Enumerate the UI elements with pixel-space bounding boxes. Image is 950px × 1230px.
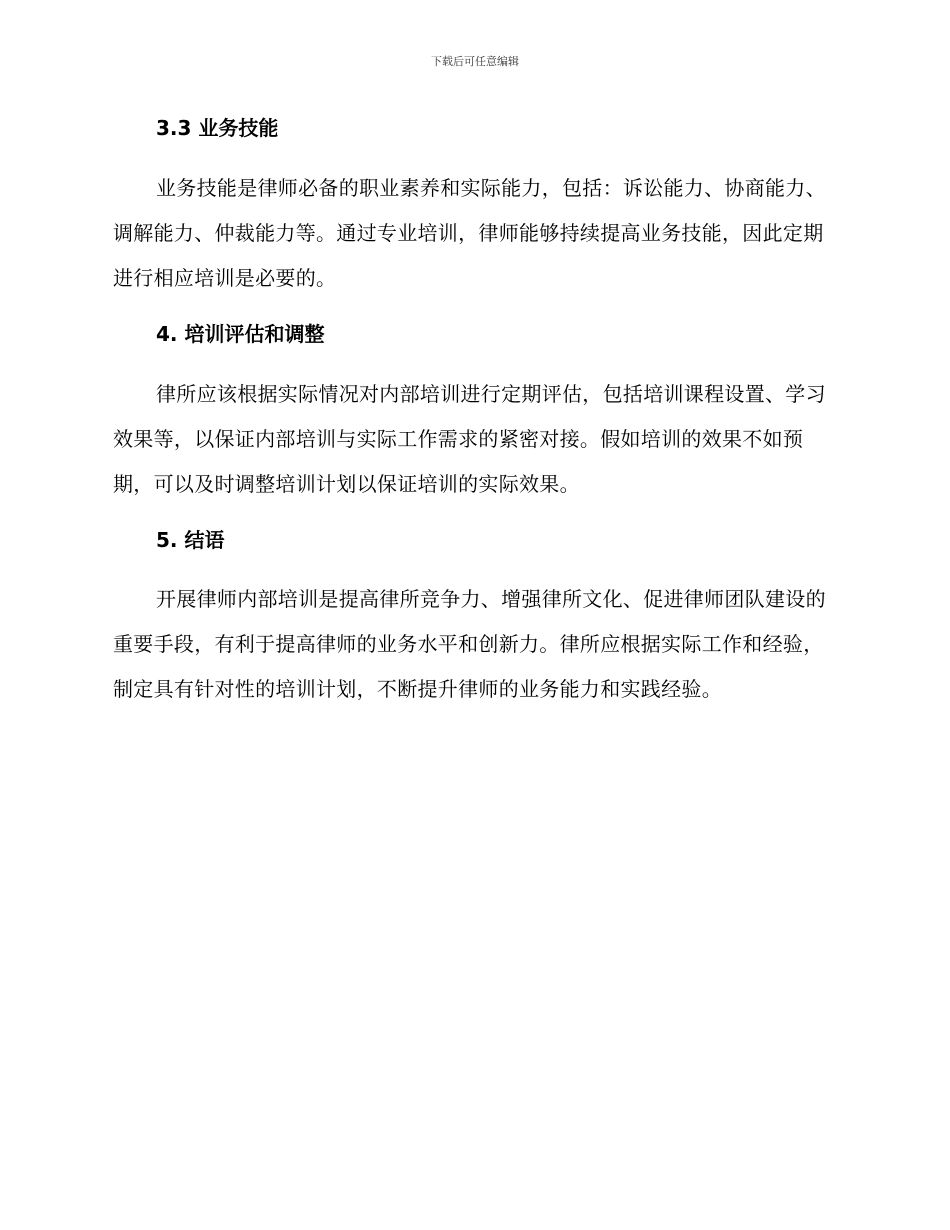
section-paragraph-conclusion: 开展律师内部培训是提高律所竞争力、增强律所文化、促进律师团队建设的重要手段，有利于提高律师的业务水平和创新力。律所应根据实际工作和经验，制定具有针对性的培训计划，不断提升律师的业务能力和实践经验。 bbox=[113, 587, 826, 701]
section-heading-evaluation: 4. 培训评估和调整 bbox=[156, 322, 325, 346]
section-heading-skills: 3.3 业务技能 bbox=[156, 116, 279, 140]
section-paragraph-skills: 业务技能是律师必备的职业素养和实际能力，包括：诉讼能力、协商能力、调解能力、仲裁能力等。通过专业培训，律师能够持续提高业务技能，因此定期进行相应培训是必要的。 bbox=[113, 176, 826, 290]
page-header: 下载后可任意编辑 bbox=[431, 55, 519, 68]
section-heading-conclusion: 5. 结语 bbox=[156, 528, 225, 552]
section-paragraph-evaluation: 律所应该根据实际情况对内部培训进行定期评估，包括培训课程设置、学习效果等，以保证内部培训与实际工作需求的紧密对接。假如培训的效果不如预期，可以及时调整培训计划以保证培训的实际效果。 bbox=[113, 382, 826, 496]
document-body bbox=[113, 107, 831, 712]
